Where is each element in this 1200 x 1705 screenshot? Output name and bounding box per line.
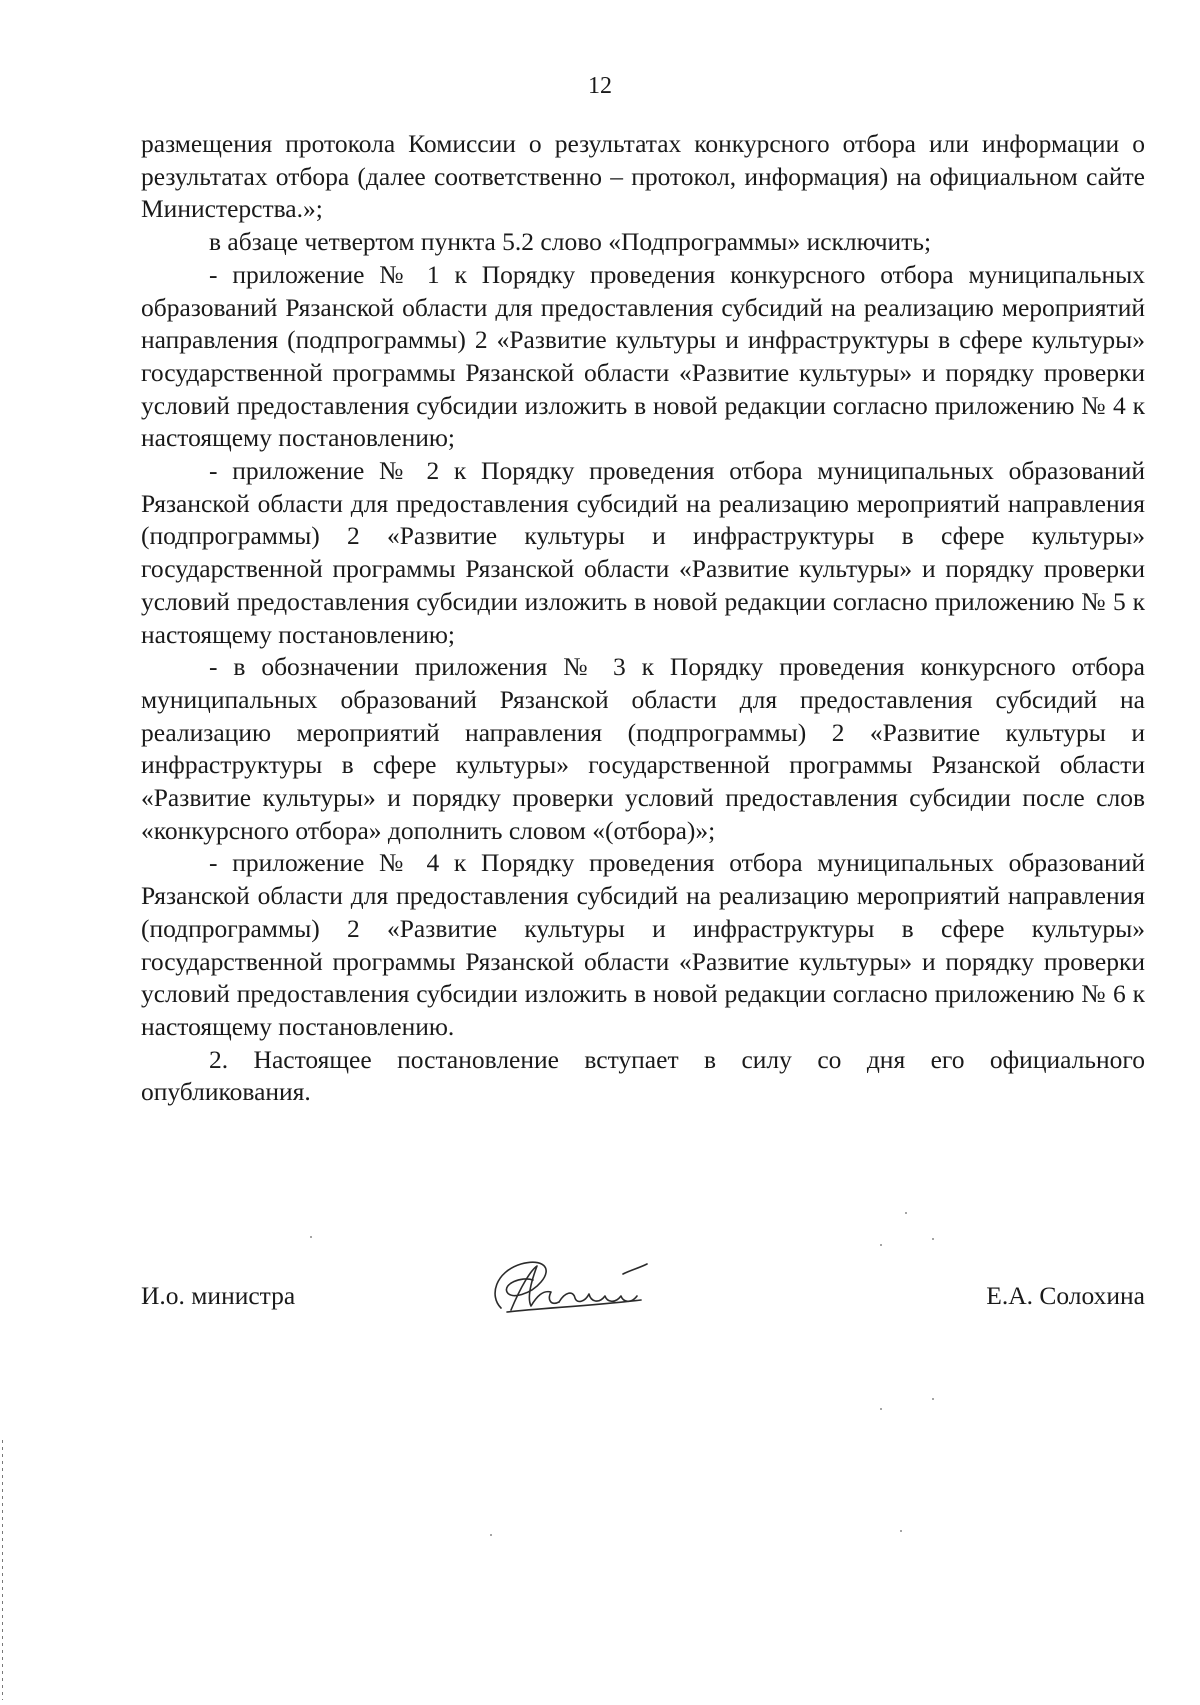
paragraph: - приложение № 2 к Порядку проведения отбора муниципальных образований Рязанской области для предоставления субсидий на реализацию мероприятий направления (подпрограммы) 2 «Развитие культуры и инфраструктуры в сфере культуры» государственной программы Рязанской области «Развитие культуры» и порядку проверки условий предоставления субсидии изложить в новой редакции согласно приложению № 5 к настоящему постановлению; — [141, 456, 1145, 649]
scan-speck — [900, 1530, 902, 1532]
scan-speck — [310, 1236, 312, 1238]
handwritten-signature — [481, 1246, 661, 1326]
scan-speck — [880, 1408, 882, 1410]
signatory-title: И.о. министра — [141, 1281, 296, 1310]
scan-speck — [932, 1238, 934, 1240]
paragraph: в абзаце четвертом пункта 5.2 слово «Подпрограммы» исключить; — [209, 227, 932, 257]
page-number: 12 — [588, 73, 612, 99]
scan-speck — [905, 1212, 907, 1214]
scan-margin-line — [2, 1440, 3, 1700]
paragraph: 2. Настоящее постановление вступает в силу со дня его официального опубликования. — [141, 1044, 1145, 1107]
paragraph: размещения протокола Комиссии о результатах конкурсного отбора или информации о результатах отбора (далее соответственно – протокол, информация) на официальном сайте Министерства.»; — [141, 129, 1145, 224]
scan-speck — [932, 1398, 934, 1400]
signatory-name: Е.А. Солохина — [986, 1281, 1145, 1310]
scan-speck — [880, 1244, 882, 1246]
document-body — [141, 128, 1145, 1109]
paragraph: - в обозначении приложения № 3 к Порядку проведения конкурсного отбора муниципальных образований Рязанской области для предоставления субсидий на реализацию мероприятий направления (подпрограммы) 2 «Развитие культуры и инфраструктуры в сфере культуры» государственной программы Рязанской области «Развитие культуры» и порядку проверки условий предоставления субсидии после слов «конкурсного отбора» дополнить словом «(отбора)»; — [141, 652, 1145, 845]
paragraph: - приложение № 1 к Порядку проведения конкурсного отбора муниципальных образований Рязанской области для предоставления субсидий на реализацию мероприятий направления (подпрограммы) 2 «Развитие культуры и инфраструктуры в сфере культуры» государственной программы Рязанской области «Развитие культуры» и порядку проверки условий предоставления субсидии изложить в новой редакции согласно приложению № 4 к настоящему постановлению; — [141, 259, 1145, 453]
paragraph: - приложение № 4 к Порядку проведения отбора муниципальных образований Рязанской области для предоставления субсидий на реализацию мероприятий направления (подпрограммы) 2 «Развитие культуры и инфраструктуры в сфере культуры» государственной программы Рязанской области «Развитие культуры» и порядку проверки условий предоставления субсидии изложить в новой редакции согласно приложению № 6 к настоящему постановлению. — [141, 848, 1145, 1041]
signature-block — [141, 1270, 1145, 1330]
scan-speck — [490, 1534, 492, 1536]
